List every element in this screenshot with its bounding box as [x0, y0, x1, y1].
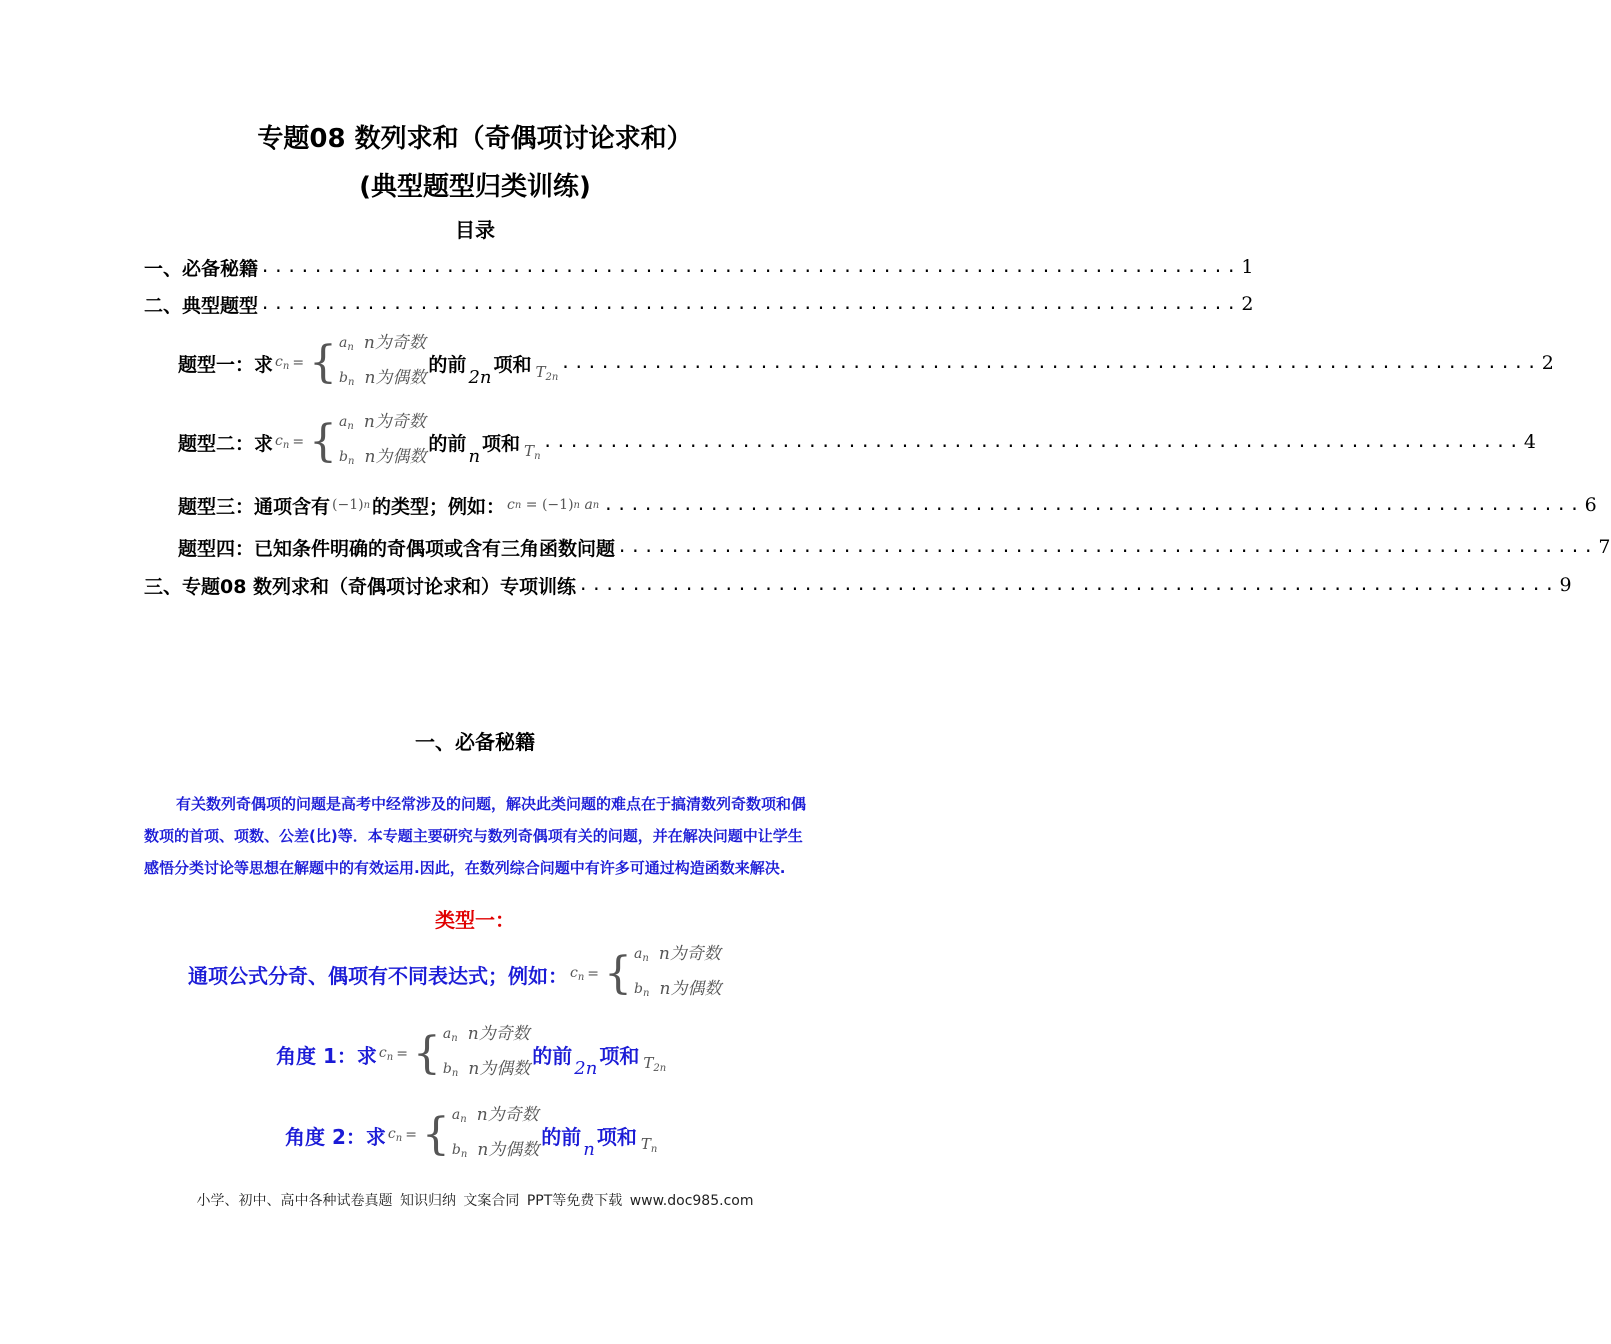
piecewise-formula: $c_n$ = { $a_n$ n为奇数 $b_n$ n为偶数 [275, 412, 427, 467]
toc-page-number: 2 [1241, 293, 1254, 315]
toc-leader-dots: .......................................................................... [603, 495, 1583, 515]
document-subtitle: (典型题型归类训练) [359, 172, 591, 202]
toc-entry-type3[interactable]: 题型三：通项含有 (−1) n 的类型；例如： c n = (−1) n a n .......................................................................... 6 [178, 490, 808, 520]
toc-leader-dots: .......................................................................... [260, 294, 1240, 314]
toc-page-number: 4 [1523, 431, 1536, 453]
intro-paragraph: 有关数列奇偶项的问题是高考中经常涉及的问题，解决此类问题的难点在于搞清数列奇数项和偶数项的首项、项数、公差(比)等．本专题主要研究与数列奇偶项有关的问题，并在解决问题中让学生感悟分类讨论等思想在解题中的有效运用.因此，在数列综合问题中有许多可通过构造函数来解决. [144, 795, 807, 877]
toc-label: 三、专题08 数列求和（奇偶项讨论求和）专项训练 [144, 575, 577, 598]
toc-label: 二、典型题型 [144, 294, 259, 317]
toc-label: 题型三：通项含有 [178, 495, 331, 518]
toc-entry-section2[interactable] [144, 289, 1254, 319]
angle2-line: 角度 2：求 $c_n$ = { $a_n$ n为奇数 $b_n$ n为偶数 的前 n 项和 $T_n$ [285, 1103, 657, 1167]
toc-leader-dots: .......................................................................... [260, 257, 1240, 277]
toc-entry-section1[interactable] [144, 252, 1254, 282]
page-footer: 小学、初中、高中各种试卷真题 知识归纳 文案合同 PPT等免费下载 www.doc985.com [196, 1193, 754, 1209]
general-formula-line: 通项公式分奇、偶项有不同表达式；例如： $c_n$ = { $a_n$ n为奇数 $b_n$ n为偶数 [188, 942, 723, 1006]
toc-page-number: 7 [1598, 536, 1611, 558]
toc-page-number: 9 [1559, 574, 1572, 596]
toc-leader-dots: .......................................................................... [617, 537, 1597, 557]
toc-page-number: 2 [1541, 352, 1554, 374]
type-one-heading: 类型一： [435, 908, 515, 932]
formula: (−1) n [332, 497, 371, 513]
toc-leader-dots: .......................................................................... [578, 575, 1558, 595]
toc-label: 题型二：求 [178, 432, 274, 455]
toc-heading: 目录 [455, 218, 495, 242]
toc-label: 题型四：已知条件明确的奇偶项或含有三角函数问题 [178, 537, 616, 560]
section-heading: 一、必备秘籍 [415, 730, 535, 754]
toc-leader-dots: .......................................................................... [542, 432, 1522, 452]
piecewise-formula: $c_n$ = { $a_n$ n为奇数 $b_n$ n为偶数 [275, 333, 427, 388]
toc-entry-type4[interactable] [178, 532, 1611, 562]
toc-entry-type1[interactable]: 题型一：求 $c_n$ = { $a_n$ n为奇数 $b_n$ n为偶数 的前 2n 项和 $T_{2n}$ .......................................................................... 2 [178, 332, 808, 394]
toc-label: 一、必备秘籍 [144, 257, 259, 280]
toc-entry-section3[interactable] [144, 570, 1572, 600]
toc-label: 题型一：求 [178, 353, 274, 376]
piecewise-formula: $c_n$ = { $a_n$ n为奇数 $b_n$ n为偶数 [570, 944, 722, 999]
toc-page-number: 6 [1584, 494, 1597, 516]
document-title: 专题08 数列求和（奇偶项讨论求和） [257, 124, 693, 154]
toc-entry-type2[interactable]: 题型二：求 $c_n$ = { $a_n$ n为奇数 $b_n$ n为偶数 的前 n 项和 $T_n$ .......................................................................... 4 [178, 411, 808, 473]
toc-page-number: 1 [1241, 256, 1254, 278]
toc-leader-dots: .......................................................................... [560, 353, 1540, 373]
angle1-line: 角度 1：求 $c_n$ = { $a_n$ n为奇数 $b_n$ n为偶数 的前 2n 项和 $T_{2n}$ [276, 1022, 666, 1086]
formula-example: c n = (−1) n a n [507, 497, 600, 513]
piecewise-formula: $c_n$ = { $a_n$ n为奇数 $b_n$ n为偶数 [387, 1105, 540, 1160]
piecewise-formula: $c_n$ = { $a_n$ n为奇数 $b_n$ n为偶数 [378, 1024, 531, 1079]
